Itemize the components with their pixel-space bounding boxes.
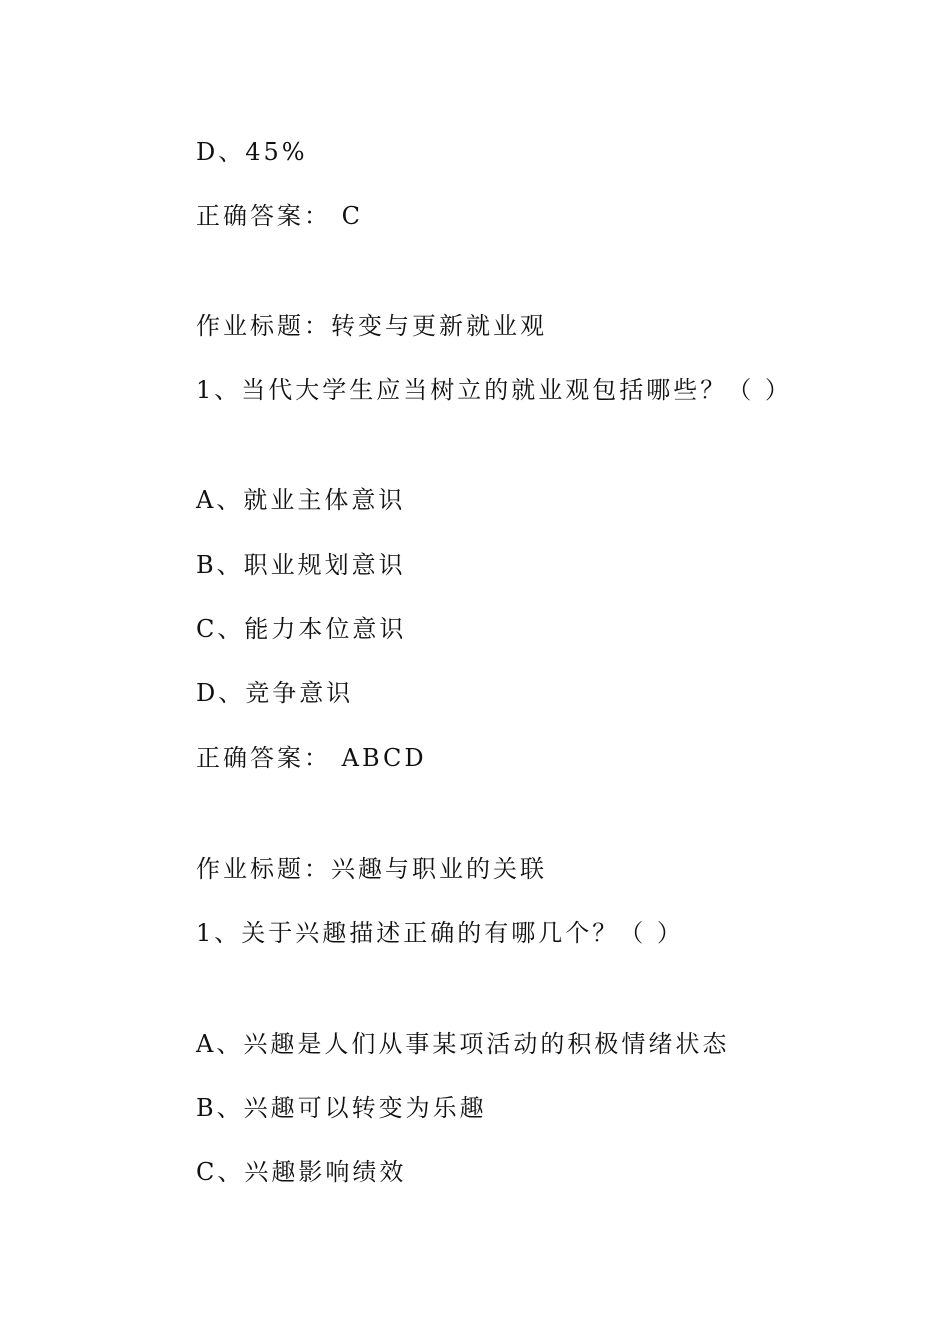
- question-1: 1、当代大学生应当树立的就业观包括哪些？（ ）: [196, 376, 792, 404]
- option-c-1: C、能力本位意识: [196, 615, 407, 643]
- option-d-1: D、竞争意识: [196, 679, 354, 707]
- option-c-2: C、兴趣影响绩效: [196, 1158, 407, 1186]
- option-a-1: A、就业主体意识: [196, 486, 406, 514]
- answer-1: 正确答案： ABCD: [196, 744, 427, 772]
- question-2: 1、关于兴趣描述正确的有哪几个？（ ）: [196, 919, 684, 947]
- option-a-2: A、兴趣是人们从事某项活动的积极情绪状态: [196, 1030, 730, 1058]
- option-b-1: B、职业规划意识: [196, 551, 406, 579]
- assignment-title-2: 作业标题：兴趣与职业的关联: [196, 855, 547, 883]
- answer-prev: 正确答案： C: [196, 202, 363, 230]
- option-d-prev: D、45%: [196, 138, 308, 166]
- option-b-2: B、兴趣可以转变为乐趣: [196, 1094, 487, 1122]
- assignment-title-1: 作业标题：转变与更新就业观: [196, 312, 547, 340]
